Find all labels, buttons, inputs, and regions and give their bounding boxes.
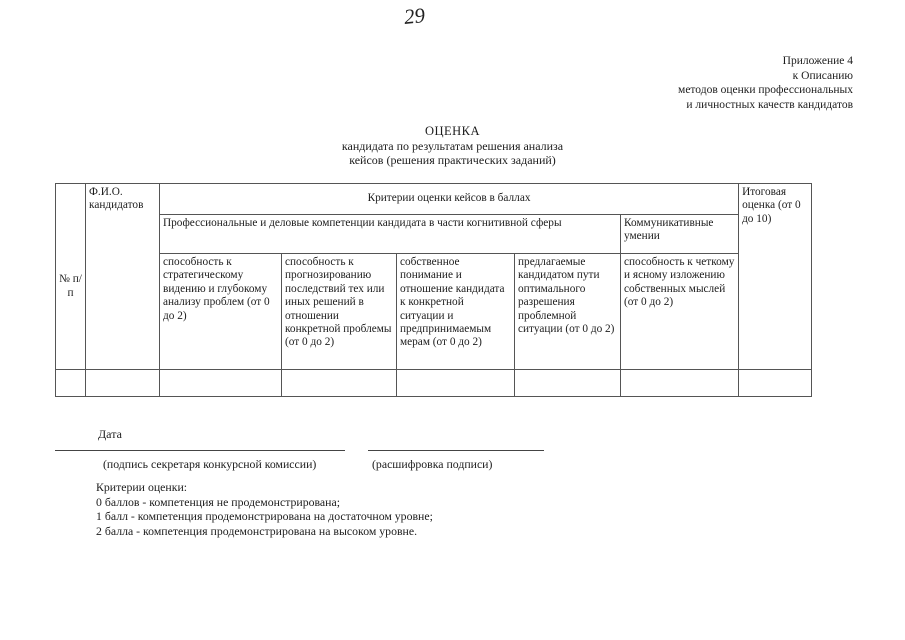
document-subtitle: кейсов (решения практических заданий) (349, 153, 556, 167)
criteria-item: 1 балл - компетенция продемонстрирована на достаточном уровне; (96, 509, 433, 524)
criterion-strategic-vision: способность к стратегическому видению и глубокому анализу проблем (от 0 до 2) (160, 254, 282, 370)
page-number: 29 (402, 2, 427, 30)
header-total: Итоговая оценка (от 0 до 10) (739, 184, 812, 370)
date-label: Дата (98, 427, 122, 441)
document-title: ОЦЕНКА (424, 124, 481, 138)
document-subtitle: кандидата по результатам решения анализа (341, 138, 564, 153)
appendix-reference (678, 54, 853, 112)
header-professional-group: Профессиональные и деловые компетенции кандидата в части когнитивной сферы (160, 215, 621, 254)
appendix-line: методов оценки профессиональных (678, 84, 853, 96)
signature-label: (подпись секретаря конкурсной комиссии) (103, 457, 317, 471)
appendix-line: и личностных качеств кандидатов (686, 98, 853, 111)
criteria-title: Критерии оценки: (96, 480, 188, 494)
decode-label: (расшифровка подписи) (372, 457, 493, 471)
header-fio: Ф.И.О. кандидатов (86, 184, 160, 370)
criteria-item: 2 балла - компетенция продемонстрирована на высоком уровне. (96, 523, 418, 538)
empty-cell (160, 370, 282, 397)
header-number: № п/п (56, 184, 86, 370)
criterion-forecasting: способность к прогнозированию последствий тех или иных решений в отношении конкретной проблемы (от 0 до 2) (282, 254, 397, 370)
criterion-clear-expression: способность к четкому и ясному изложению собственных мыслей (от 0 до 2) (621, 254, 739, 370)
signature-line (55, 450, 345, 451)
criteria-legend (96, 480, 433, 538)
empty-cell (739, 370, 812, 397)
appendix-line: к Описанию (792, 69, 853, 82)
empty-cell (515, 370, 621, 397)
criterion-own-understanding: собственное понимание и отношение кандидата к конкретной ситуации и предпринимаемым мерам (от 0 до 2) (397, 254, 515, 370)
appendix-line: Приложение 4 (782, 55, 853, 67)
evaluation-table (55, 183, 812, 397)
empty-cell (282, 370, 397, 397)
empty-cell (56, 370, 86, 397)
criterion-proposed-solutions: предлагаемые кандидатом пути оптимального разрешения проблемной ситуации (от 0 до 2) (515, 254, 621, 370)
document-heading (0, 124, 905, 168)
criteria-item: 0 баллов - компетенция не продемонстрирована; (96, 494, 340, 509)
table-row (56, 370, 812, 397)
header-communicative-group: Коммуникативные умении (621, 215, 739, 254)
header-criteria: Критерии оценки кейсов в баллах (160, 184, 739, 215)
empty-cell (397, 370, 515, 397)
empty-cell (621, 370, 739, 397)
decode-line (368, 450, 544, 451)
empty-cell (86, 370, 160, 397)
